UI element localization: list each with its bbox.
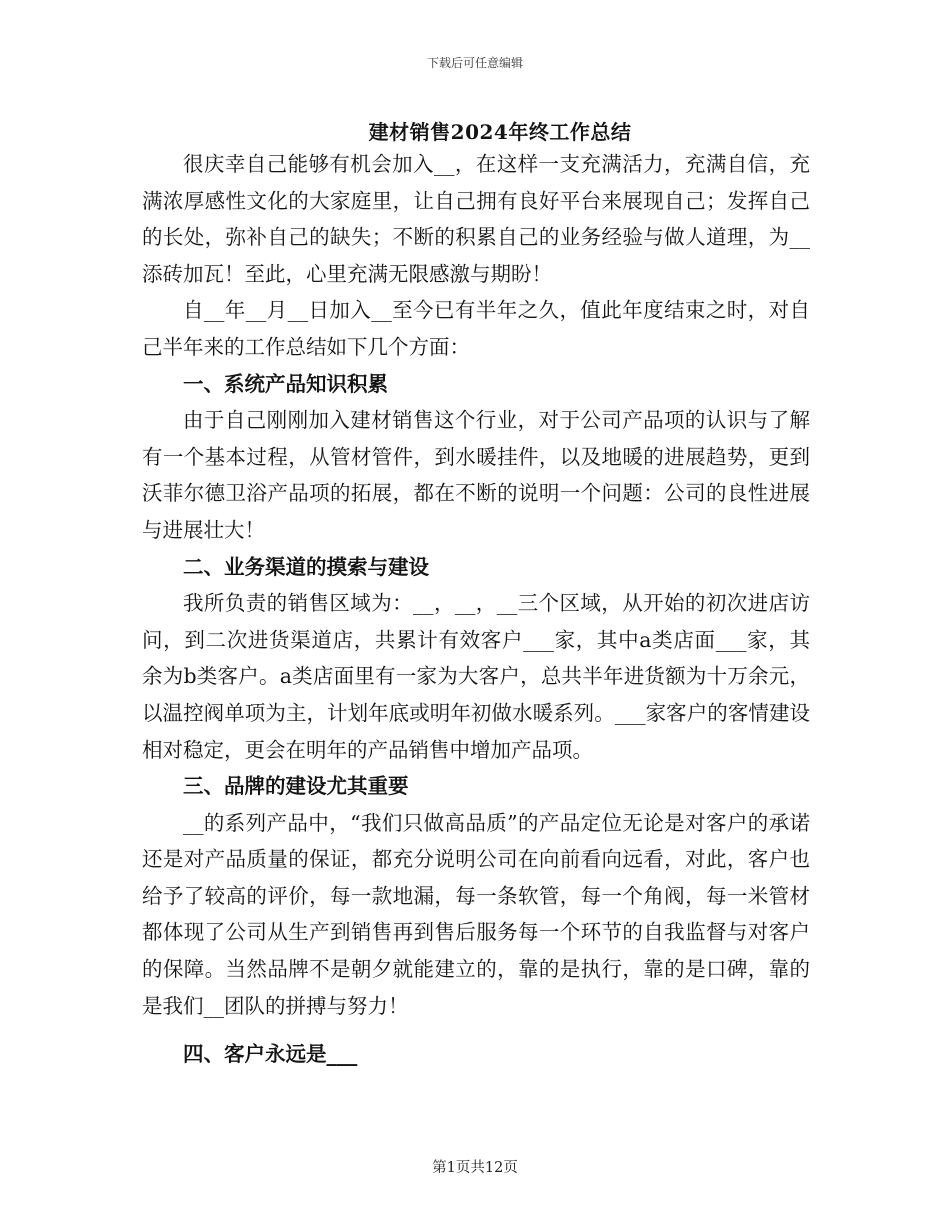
page-footer: 第1页共12页 <box>432 1160 518 1176</box>
section-3-paragraph: __的系列产品中，“我们只做高品质”的产品定位无论是对客户的承诺还是对产品质量的保证，都充分说明公司在向前看向远看，对此，客户也给予了较高的评价，每一款地漏，每一条软管，每一个角阀，每一米管材都体现了公司从生产到销售再到售后服务每一个环节的自我监督与对客户的保障。当然品牌不是朝夕就能建立的，靠的是执行，靠的是口碑，靠的是我们__团队的拼搏与努力！ <box>142 810 810 1018</box>
section-heading-1: 一、系统产品知识积累 <box>183 371 388 396</box>
section-heading-3: 三、品牌的建设尤其重要 <box>183 774 409 799</box>
header-note: 下载后可任意编辑 <box>426 56 523 70</box>
intro-paragraph: 很庆幸自己能够有机会加入__，在这样一支充满活力，充满自信，充满浓厚感性文化的大家庭里，让自己拥有良好平台来展现自己；发挥自己的长处，弥补自己的缺失；不断的积累自己的业务经验与做人道理，为__添砖加瓦！至此，心里充满无限感激与期盼！ <box>142 152 810 286</box>
section-1-paragraph: 由于自己刚刚加入建材销售这个行业，对于公司产品项的认识与了解有一个基本过程，从管材管件，到水暖挂件，以及地暖的进展趋势，更到沃菲尔德卫浴产品项的拓展，都在不断的说明一个问题：公司的良性进展与进展壮大！ <box>142 408 810 542</box>
section-2-paragraph: 我所负责的销售区域为：__，__，__三个区域，从开始的初次进店访问，到二次进货渠道店，共累计有效客户___家，其中a类店面___家，其余为b类客户。a类店面里有一家为大客户，总共半年进货额为十万余元，以温控阀单项为主，计划年底或明年初做水暖系列。___家客户的客情建设相对稳定，更会在明年的产品销售中增加产品项。 <box>142 591 810 762</box>
section-heading-2: 二、业务渠道的摸索与建设 <box>183 554 429 579</box>
document-title: 建材销售2024年终工作总结 <box>368 120 632 144</box>
summary-intro-paragraph: 自__年__月__日加入__至今已有半年之久，值此年度结束之时，对自己半年来的工作总结如下几个方面： <box>142 298 810 359</box>
section-heading-4: 四、客户永远是___ <box>183 1042 358 1067</box>
document-body <box>142 146 810 1073</box>
